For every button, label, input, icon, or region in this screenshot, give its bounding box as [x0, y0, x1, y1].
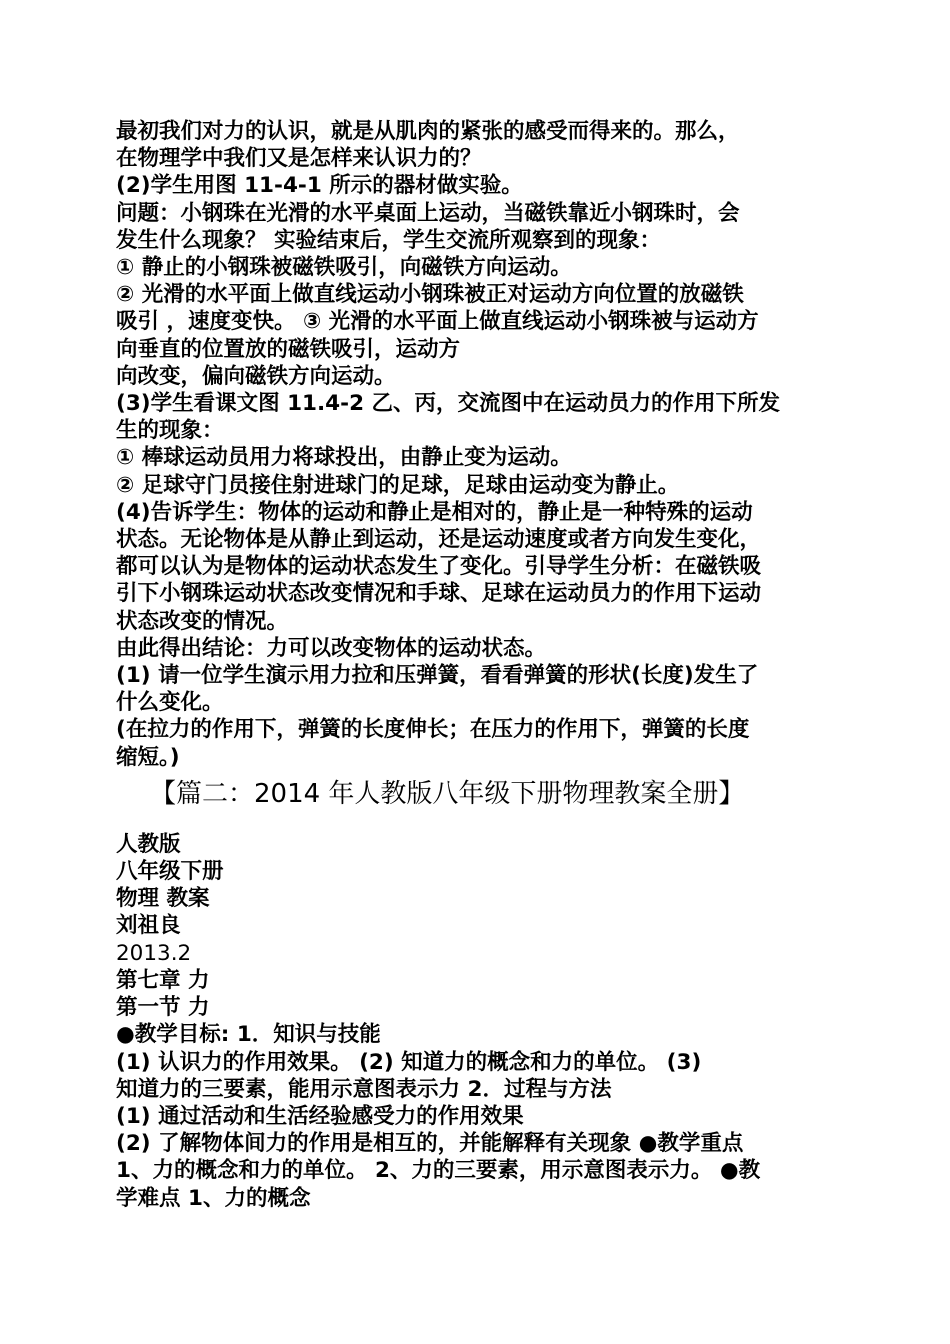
- spacer: [116, 817, 836, 831]
- text-line: 在物理学中我们又是怎样来认识力的？: [116, 146, 482, 172]
- text-line: (在拉力的作用下，弹簧的长度伸长；在压力的作用下，弹簧的长度: [116, 717, 750, 743]
- text-line: ●教学目标: 1．知识与技能: [116, 1022, 381, 1048]
- section-heading: 【篇二：2014 年人教版八年级下册物理教案全册】: [150, 778, 745, 809]
- text-line: (2) 了解物体间力的作用是相互的，并能解释有关现象 ●教学重点: [116, 1131, 744, 1157]
- document-page: [116, 118, 836, 1212]
- text-line: 状态改变的情况。: [116, 608, 289, 634]
- text-line: 引下小钢珠运动状态改变情况和手球、足球在运动员力的作用下运动: [116, 581, 762, 607]
- text-line: (1) 通过活动和生活经验感受力的作用效果: [116, 1103, 524, 1129]
- text-line: 状态。无论物体是从静止到运动，还是运动速度或者方向发生变化，: [116, 527, 762, 553]
- text-line: 第七章 力: [116, 967, 210, 993]
- text-line: ① 静止的小钢珠被磁铁吸引，向磁铁方向运动。: [116, 255, 572, 281]
- text-line: 吸引 ，速度变快。 ③ 光滑的水平面上做直线运动小钢珠被与运动方: [116, 309, 759, 335]
- text-line: 2013.2: [116, 940, 192, 966]
- text-line: (1) 认识力的作用效果。 (2) 知道力的概念和力的单位。 (3): [116, 1049, 702, 1075]
- text-line: 第一节 力: [116, 995, 210, 1021]
- text-line: (1) 请一位学生演示用力拉和压弹簧，看看弹簧的形状(长度)发生了: [116, 663, 759, 689]
- text-line: 向垂直的位置放的磁铁吸引，运动方: [116, 336, 461, 362]
- text-line: 发生什么现象？ 实验结束后，学生交流所观察到的现象：: [116, 227, 661, 253]
- text-line: 知道力的三要素，能用示意图表示力 2．过程与方法: [116, 1076, 612, 1102]
- text-line: 刘祖良: [116, 913, 181, 939]
- text-line: (4)告诉学生：物体的运动和静止是相对的，静止是一种特殊的运动: [116, 499, 753, 525]
- text-line: 由此得出结论：力可以改变物体的运动状态。: [116, 635, 547, 661]
- text-line: ① 棒球运动员用力将球投出，由静止变为运动。: [116, 445, 572, 471]
- text-line: 缩短。): [116, 744, 180, 770]
- text-line: 物理 教案: [116, 886, 210, 912]
- section-one: [116, 118, 836, 771]
- text-line: 学难点 1、力的概念: [116, 1185, 311, 1211]
- text-line: 最初我们对力的认识，就是从肌肉的紧张的感受而得来的。那么，: [116, 119, 740, 144]
- text-line: ② 足球守门员接住射进球门的足球，足球由运动变为静止。: [116, 472, 680, 498]
- text-line: 生的现象：: [116, 418, 224, 444]
- text-line: 都可以认为是物体的运动状态发生了变化。引导学生分析：在磁铁吸: [116, 554, 762, 580]
- text-line: ② 光滑的水平面上做直线运动小钢珠被正对运动方向位置的放磁铁: [116, 282, 744, 308]
- text-line: (2)学生用图 11-4-1 所示的器材做实验。: [116, 173, 523, 199]
- text-line: 什么变化。: [116, 690, 224, 716]
- section-two: [116, 831, 836, 1212]
- text-line: 问题：小钢珠在光滑的水平桌面上运动，当磁铁靠近小钢珠时，会: [116, 200, 740, 226]
- text-line: 向改变，偏向磁铁方向运动。: [116, 363, 396, 389]
- text-line: 1、力的概念和力的单位。 2、力的三要素，用示意图表示力。 ●教: [116, 1158, 761, 1184]
- text-line: 人教版: [116, 831, 181, 857]
- text-line: (3)学生看课文图 11.4-2 乙、丙，交流图中在运动员力的作用下所发: [116, 391, 781, 417]
- text-line: 八年级下册: [116, 859, 224, 885]
